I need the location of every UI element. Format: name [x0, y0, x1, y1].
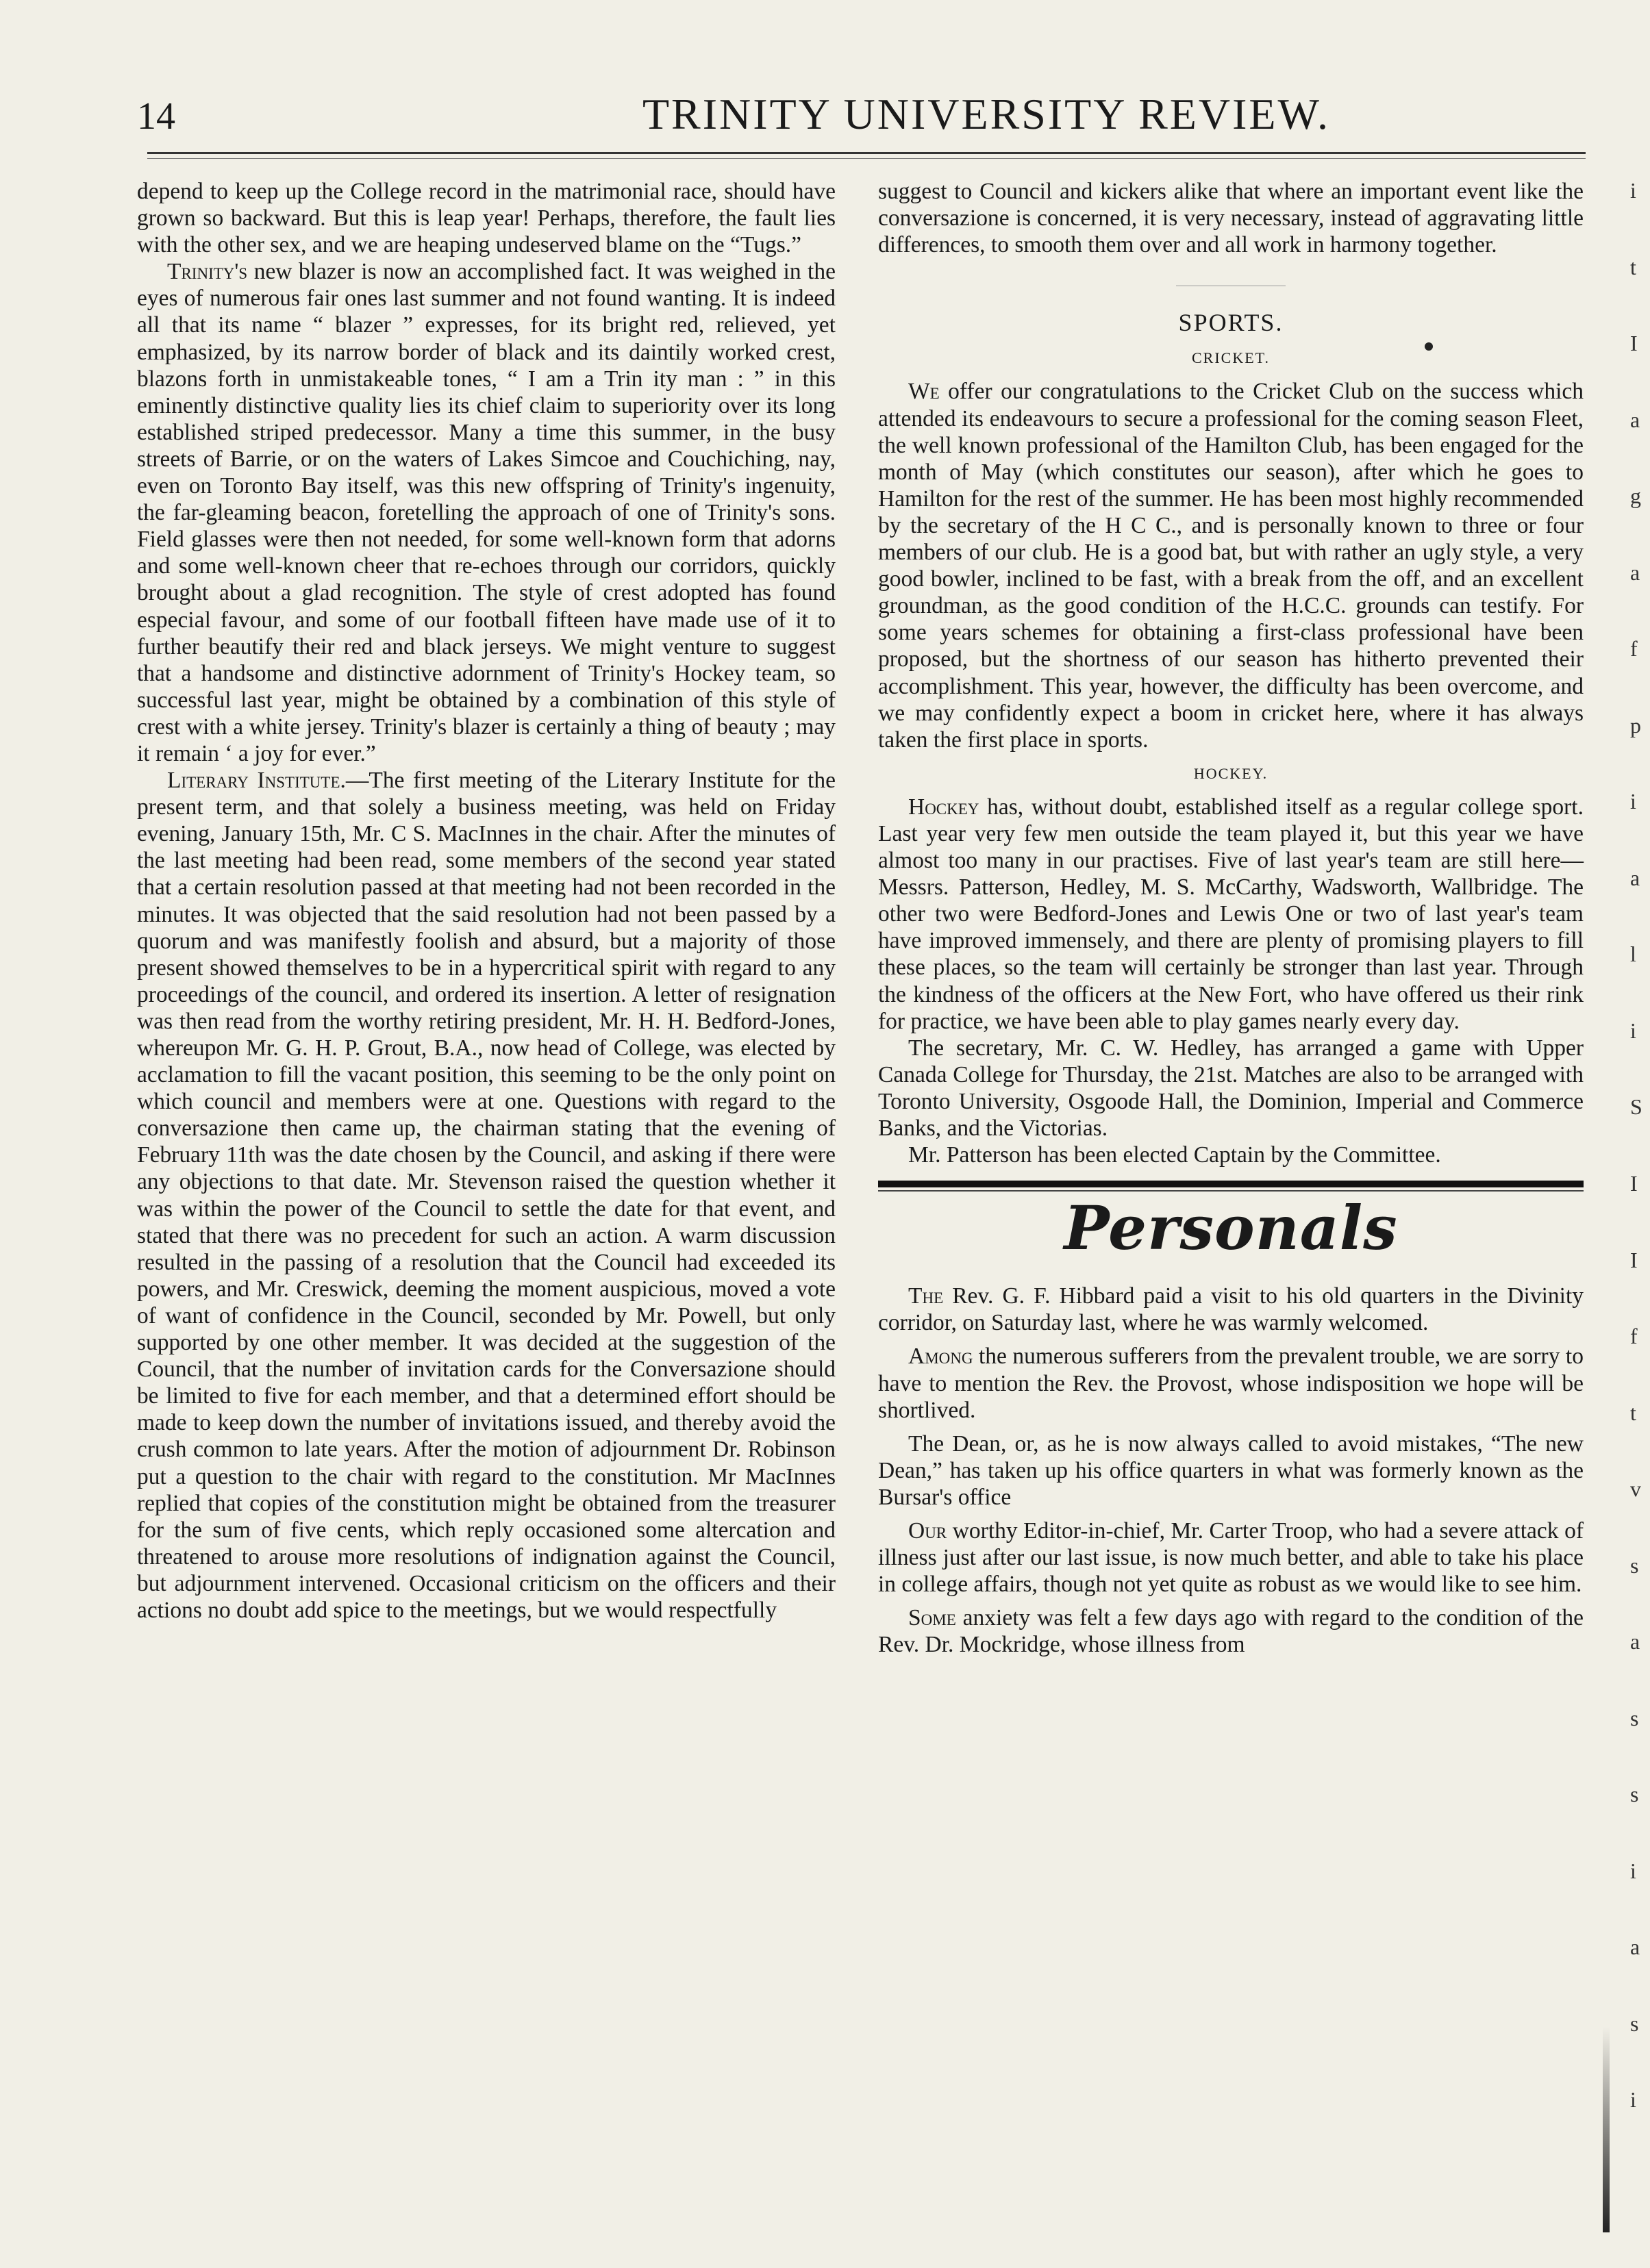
margin-fragment: t	[1630, 1400, 1636, 1425]
page-edge-shadow	[1603, 2027, 1610, 2232]
margin-fragment: a	[1630, 560, 1640, 585]
margin-fragment: s	[1630, 2011, 1639, 2036]
personals-heading: Personals	[1064, 1192, 1398, 1264]
personal-troop	[878, 1517, 1584, 1598]
hockey-lead: Hockey	[908, 794, 979, 820]
personal-provost	[878, 1343, 1584, 1423]
hockey-heading: HOCKEY.	[1193, 764, 1268, 782]
personal-troop-lead: Our	[908, 1518, 947, 1544]
page-header	[137, 82, 1575, 158]
margin-fragment: v	[1630, 1476, 1641, 1501]
margin-fragment: I	[1630, 1248, 1638, 1272]
margin-fragment: I	[1630, 1171, 1638, 1196]
margin-fragment: s	[1630, 1706, 1639, 1730]
cricket-heading: CRICKET.	[1192, 349, 1270, 367]
hockey-paragraph-1	[878, 794, 1584, 1035]
council-paragraph: suggest to Council and kickers alike that where an important event like the conversazione is concerned, it is very necessary, instead of aggravating little differences, to smooth them over and all work in harmony together.	[878, 179, 1584, 258]
cricket-paragraph	[878, 378, 1584, 753]
literary-institute-lead: Literary Institute.	[167, 768, 346, 794]
cricket-lead: We	[908, 379, 940, 405]
margin-fragment: g	[1630, 483, 1641, 508]
personal-mockridge-text: anxiety was felt a few days ago with regard to the condition of the Rev. Dr. Mockridge, whose illness from	[878, 1605, 1584, 1658]
page-number: 14	[137, 95, 175, 138]
cricket-text: offer our congratulations to the Cricket Club on the success which attended its endeavours to secure a professional for the coming season Fleet, the well known professional of the Hamilton Club, has been engaged for the month of May (which constitutes our season), after which he goes to Hamilton for the rest of the summer. He has been most highly recommended by the secretary of the H C C., and is personally known to three or four members of our club. He is a good bat, but with rather an ugly style, a very good bowler, inclined to be fast, with a break from the off, and an excellent groundman, as the good condition of the H.C.C. grounds can testify. For some years schemes for obtaining a first-class professional have been proposed, but the shortness of our season has hitherto prevented their accomplishment. This year, however, the difficulty has been overcome, and we may confidently expect a boom in cricket here, where it has always taken the first place in sports.	[878, 379, 1584, 753]
marriage-paragraph: depend to keep up the College record in the matrimonial race, should have grown so backward. But this is leap year! Perhaps, therefore, the fault lies with the other sex, and we are heaping undeserved blame on the “Tugs.”	[137, 179, 836, 258]
personals-rule-thick	[878, 1181, 1584, 1187]
margin-fragment: l	[1630, 942, 1636, 966]
personal-dean: The Dean, or, as he is now always called to avoid mistakes, “The new Dean,” has taken up his office quarters in what was formerly known as the Bursar's office	[878, 1431, 1584, 1510]
blazer-lead: Trinity's	[167, 259, 248, 285]
margin-fragment: p	[1630, 713, 1641, 738]
margin-fragment: a	[1630, 866, 1640, 890]
sports-heading: SPORTS.	[1178, 309, 1284, 337]
blazer-paragraph	[137, 258, 836, 767]
margin-fragment: i	[1630, 178, 1636, 203]
margin-fragment: a	[1630, 1629, 1640, 1654]
margin-fragment: f	[1630, 636, 1638, 661]
margin-fragment: i	[1630, 1859, 1636, 1883]
personal-hibbard-text: Rev. G. F. Hibbard paid a visit to his old quarters in the Divinity corridor, on Saturday last, where he was warmly welcomed.	[878, 1283, 1584, 1336]
margin-fragment: a	[1630, 1935, 1640, 1959]
left-column	[137, 178, 836, 1624]
margin-fragment: i	[1630, 789, 1636, 814]
personal-hibbard	[878, 1283, 1584, 1336]
hockey-paragraph-2: The secretary, Mr. C. W. Hedley, has arranged a game with Upper Canada College for Thursday, the 21st. Matches are also to be arranged with Toronto University, Osgoode Hall, the Dominion, Imperial and Commerce Banks, and the Victorias.	[878, 1035, 1584, 1141]
personal-mockridge	[878, 1604, 1584, 1658]
hockey-paragraph-3: Mr. Patterson has been elected Captain by the Committee.	[908, 1142, 1441, 1168]
personal-provost-lead: Among	[908, 1344, 973, 1370]
margin-fragment: s	[1630, 1782, 1639, 1806]
literary-institute-text: —The first meeting of the Literary Institute for the present term, and that solely a business meeting, was held on Friday evening, January 15th, Mr. C S. MacInnes in the chair. After the minutes of the last meeting had been read, some members of the second year stated that a certain resolution passed at that meeting had not been recorded in the minutes. It was objected that the said resolution had not been passed by a quorum and was manifestly foolish and absurd, but a majority of those present showed themselves to be in a hypercritical spirit with regard to any proceedings of the council, and ordered its insertion. A letter of resignation was then read from the worthy retiring president, Mr. H. H. Bedford-Jones, whereupon Mr. G. H. P. Grout, B.A., now head of College, was elected by acclamation to fill the vacant position, this seeming to be the only point on which council and members were at one. Questions with regard to the conversazione then came up, the chairman stating that the evening of February 11th was the date chosen by the Council, and asking if there were any objections to that date. Mr. Stevenson raised the question whether it was within the power of the Council to settle the date for that event, and stated that there was no precedent for such an action. A warm discussion resulted in the passing of a resolution that the Council had exceeded its powers, and Mr. Creswick, deeming the moment auspicious, moved a vote of want of confidence in the Council, seconded by Mr. Powell, but only supported by one other member. It was decided at the suggestion of the Council, that the number of invitation cards for the Conversazione should be limited to five for each member, and that a determined effort should be made to keep down the number of invitations issued, and thereby avoid the crush common to late years. After the motion of adjournment Dr. Robinson put a question to the chair with regard to the constitution. Mr MacInnes replied that copies of the constitution might be obtained from the treasurer for the sum of five cents, which reply occasioned some altercation and threatened to arouse more resolutions of indignation against the Council, but adjournment intervened. Occasional criticism on the officers and their actions no doubt add spice to the meetings, but we would respectfully	[137, 768, 836, 1623]
margin-fragment: I	[1630, 331, 1638, 355]
margin-fragment: i	[1630, 2087, 1636, 2112]
header-rule	[147, 152, 1586, 159]
margin-fragment: s	[1630, 1553, 1639, 1578]
margin-fragment: i	[1630, 1018, 1636, 1043]
personal-provost-text: the numerous sufferers from the prevalent trouble, we are sorry to have to mention the Rev. the Provost, whose indisposition we hope will be shortlived.	[878, 1344, 1584, 1423]
margin-fragment: S	[1630, 1094, 1642, 1119]
margin-fragment: f	[1630, 1324, 1638, 1348]
adjacent-page-margin	[1630, 164, 1650, 2219]
right-column	[878, 178, 1584, 1659]
literary-institute-paragraph	[137, 767, 836, 1624]
margin-fragment: a	[1630, 407, 1640, 432]
blazer-text: new blazer is now an accomplished fact. It was weighed in the eyes of numerous fair ones last summer and not found wanting. It is indeed all that its name “ blazer ” expresses, for its bright red, relieved, yet emphasized, by its narrow border of black and its daintily worked crest, blazons forth in unmistakeable tones, “ I am a Trin ity man : ” in this eminently distinctive quality lies its chief claim to superiority over its long established striped predecessor. Many a time this summer, in the busy streets of Barrie, or on the waters of Lakes Simcoe and Couchiching, nay, even on Toronto Bay itself, was this new offspring of Trinity's ingenuity, the far-gleaming beacon, foretelling the approach of one of Trinity's sons. Field glasses were then not needed, for some well-known form that adorns and some well-known cheer that re-echoes through our corridors, quickly brought about a glad recognition. The style of crest adopted has found especial favour, and some of our football fifteen have made use of it to further beautify their red and black jerseys. We might venture to suggest that a handsome and distinctive adornment of Trinity's Hockey team, so successful last year, might be obtained by a combination of this style of crest with a white jersey. Trinity's blazer is certainly a thing of beauty ; may it remain ‘ a joy for ever.”	[137, 259, 836, 766]
ink-spot	[1425, 342, 1433, 351]
personal-mockridge-lead: Some	[908, 1605, 956, 1631]
personal-troop-text: worthy Editor-in-chief, Mr. Carter Troop, who had a severe attack of illness just after our last issue, is now much better, and able to take his place in college affairs, though not yet quite as robust as we would like to see him.	[878, 1518, 1584, 1598]
personals-rule-thin	[878, 1190, 1584, 1192]
journal-title: TRINITY UNIVERSITY REVIEW.	[642, 90, 1331, 138]
margin-fragment: t	[1630, 255, 1636, 279]
personal-hibbard-lead: The	[908, 1283, 944, 1309]
hockey-text-1: has, without doubt, established itself as a regular college sport. Last year very few men outside the team played it, but this year we have almost too many in our practises. Five of last year's team are still here— Messrs. Patterson, Hedley, M. S. McCarthy, Wadsworth, Wallbridge. The other two were Bedford-Jones and Lewis One or two of last year's team have improved immensely, and there are plenty of promising players to fill these places, so the team will certainly be stronger than last year. Through the kindness of the officers at the New Fort, who have offered us their rink for practice, we have been able to play games nearly every day.	[878, 794, 1584, 1034]
